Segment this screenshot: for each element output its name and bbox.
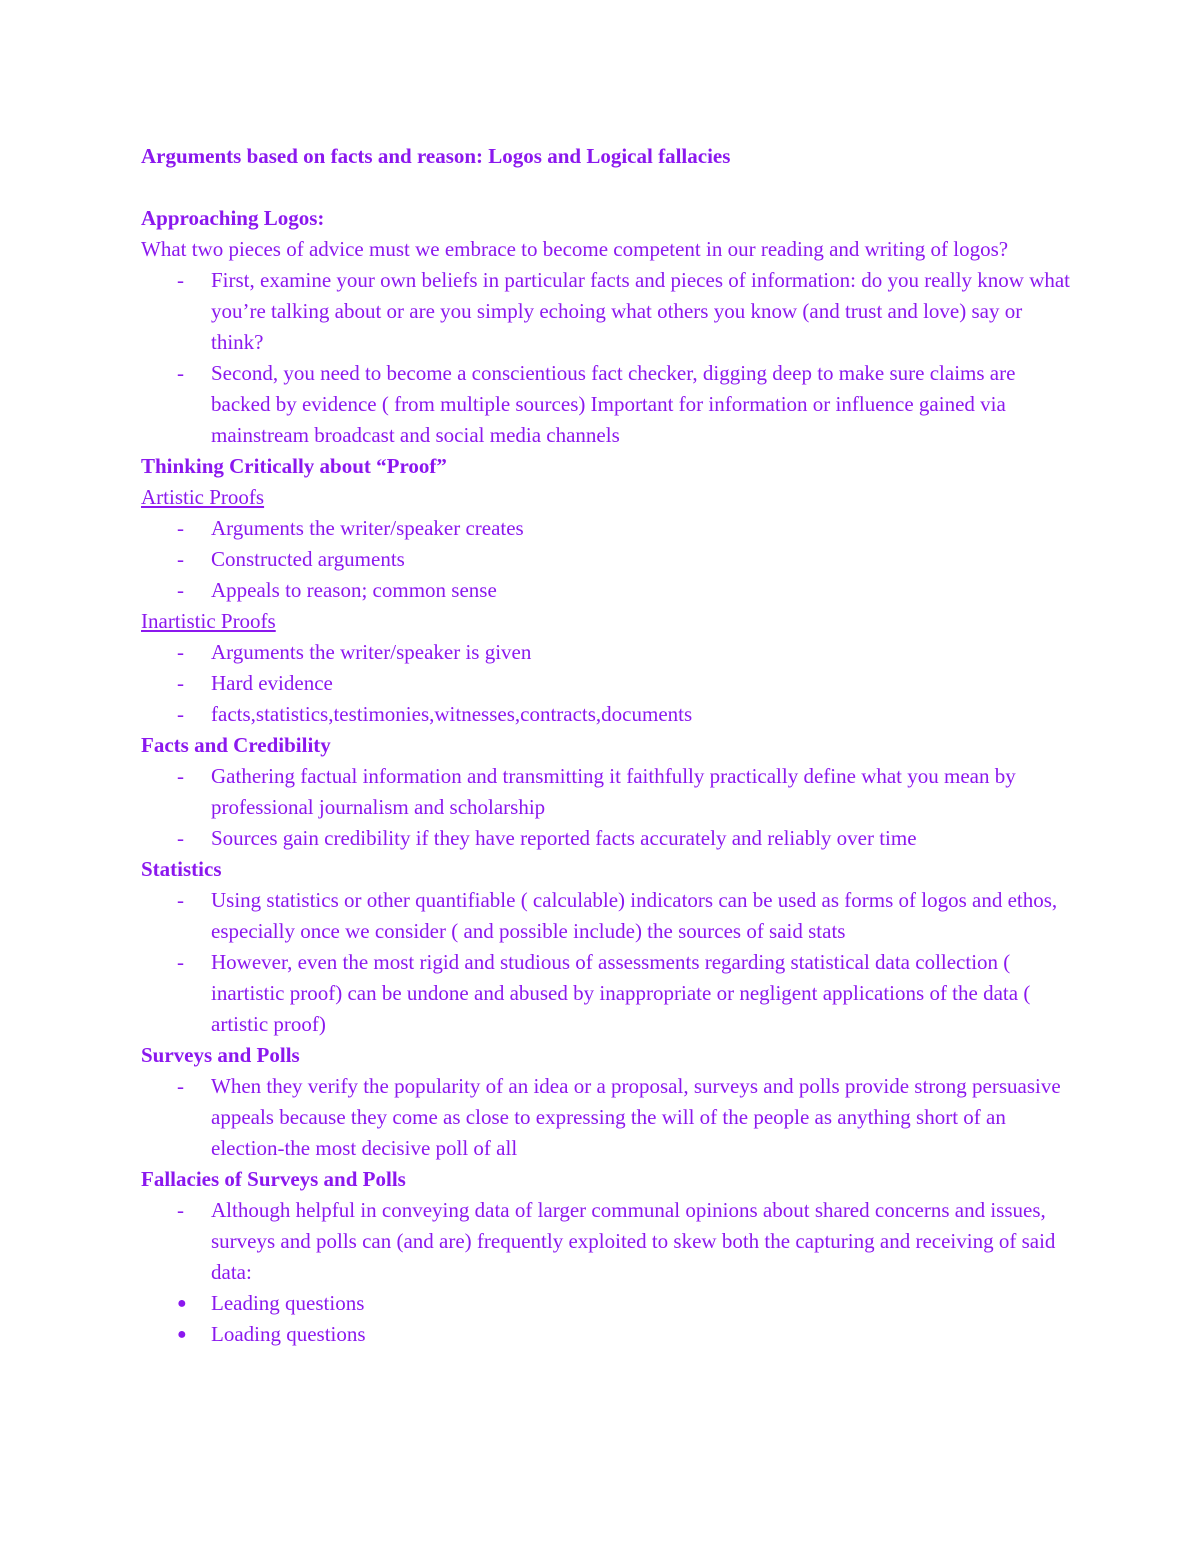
approaching-logos-list xyxy=(141,265,1071,451)
subheading-artistic-proofs: Artistic Proofs xyxy=(141,485,265,509)
section-heading-fallacies-of-surveys: Fallacies of Surveys and Polls xyxy=(141,1167,406,1191)
section-heading-statistics: Statistics xyxy=(141,857,222,881)
document-title: Arguments based on facts and reason: Logos and Logical fallacies xyxy=(141,144,731,168)
list-item: - facts,statistics,testimonies,witnesses,contracts,documents xyxy=(141,699,1071,730)
dash-marker: - xyxy=(177,702,184,726)
section-heading-thinking-critically: Thinking Critically about “Proof” xyxy=(141,454,447,478)
subheading-inartistic-proofs: Inartistic Proofs xyxy=(141,609,276,633)
intro-paragraph: What two pieces of advice must we embrace to become competent in our reading and writing of logos? xyxy=(141,237,1009,261)
list-item: - Arguments the writer/speaker creates xyxy=(141,513,1071,544)
list-item: - First, examine your own beliefs in particular facts and pieces of information: do you really know what you’re talking about or are you simply echoing what others you know (and trust and love) say or think? xyxy=(141,265,1071,358)
list-item: - Arguments the writer/speaker is given xyxy=(141,637,1071,668)
dash-marker: - xyxy=(177,950,184,974)
dash-marker: - xyxy=(177,578,184,602)
dash-marker: - xyxy=(177,268,184,292)
list-item: - Gathering factual information and transmitting it faithfully practically define what you mean by professional journalism and scholarship xyxy=(141,761,1071,823)
dash-marker: - xyxy=(177,671,184,695)
section-heading-surveys-and-polls: Surveys and Polls xyxy=(141,1043,300,1067)
list-item: ● Leading questions xyxy=(141,1288,1071,1319)
dash-marker: - xyxy=(177,361,184,385)
section-heading-approaching-logos: Approaching Logos: xyxy=(141,206,325,230)
dash-marker: - xyxy=(177,826,184,850)
dash-marker: - xyxy=(177,764,184,788)
document-body xyxy=(141,141,1071,1350)
list-item: - Using statistics or other quantifiable ( calculable) indicators can be used as forms of logos and ethos, especially once we consider ( and possible include) the sources of said stats xyxy=(141,885,1071,947)
list-item: - However, even the most rigid and studious of assessments regarding statistical data collection ( inartistic proof) can be undone and abused by inappropriate or negligent applications of the data ( artistic proof) xyxy=(141,947,1071,1040)
inartistic-proofs-list xyxy=(141,637,1071,730)
list-item: - Constructed arguments xyxy=(141,544,1071,575)
surveys-polls-list xyxy=(141,1071,1071,1164)
section-heading-facts-and-credibility: Facts and Credibility xyxy=(141,733,331,757)
dash-marker: - xyxy=(177,1198,184,1222)
list-item: - Although helpful in conveying data of larger communal opinions about shared concerns and issues, surveys and polls can (and are) frequently exploited to skew both the capturing and receiving of said data: xyxy=(141,1195,1071,1288)
list-item: - Hard evidence xyxy=(141,668,1071,699)
dash-marker: - xyxy=(177,640,184,664)
bullet-dot-icon: ● xyxy=(177,1326,187,1343)
dash-marker: - xyxy=(177,1074,184,1098)
dash-marker: - xyxy=(177,516,184,540)
list-item: ● Loading questions xyxy=(141,1319,1071,1350)
artistic-proofs-list xyxy=(141,513,1071,606)
list-item: - Appeals to reason; common sense xyxy=(141,575,1071,606)
list-item: - Sources gain credibility if they have reported facts accurately and reliably over time xyxy=(141,823,1071,854)
dash-marker: - xyxy=(177,888,184,912)
facts-credibility-list xyxy=(141,761,1071,854)
dash-marker: - xyxy=(177,547,184,571)
fallacies-list xyxy=(141,1195,1071,1288)
list-item: - When they verify the popularity of an idea or a proposal, surveys and polls provide strong persuasive appeals because they come as close to expressing the will of the people as anything short of an election-the most decisive poll of all xyxy=(141,1071,1071,1164)
list-item: - Second, you need to become a conscientious fact checker, digging deep to make sure claims are backed by evidence ( from multiple sources) Important for information or influence gained via mainstream broadcast and social media channels xyxy=(141,358,1071,451)
fallacies-bullet-list xyxy=(141,1288,1071,1350)
bullet-dot-icon: ● xyxy=(177,1295,187,1312)
blank-line xyxy=(141,172,1071,203)
statistics-list xyxy=(141,885,1071,1040)
